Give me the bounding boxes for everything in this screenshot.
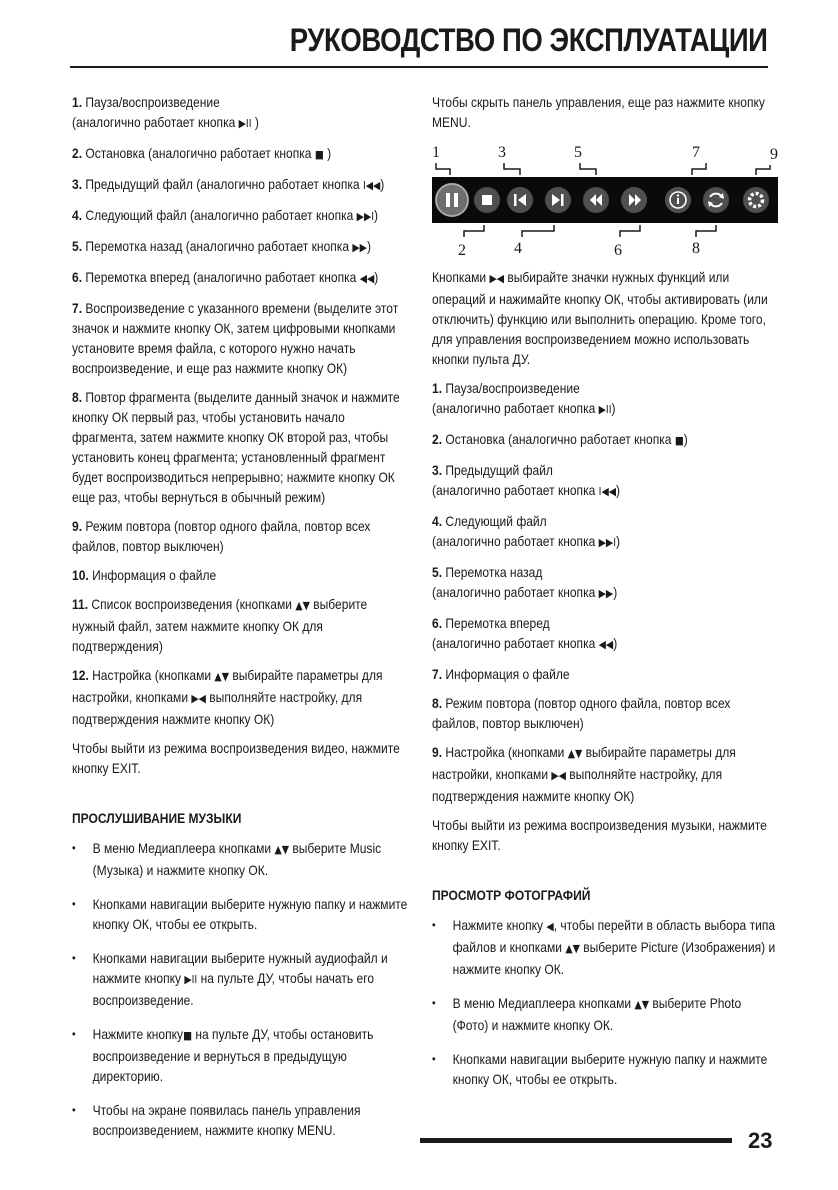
music-item-9: 9. Настройка (кнопками ▲▼ выбирайте параметры для настройки, кнопками ▶◀ выполняйте настройку, для подтверждения нажмите кнопку ОК) bbox=[432, 744, 736, 804]
forward-icon: ◀◀ bbox=[359, 272, 375, 285]
callout-label: 2 bbox=[458, 242, 466, 257]
rewind-icon[interactable] bbox=[583, 187, 609, 213]
list-item: • Нажмите кнопку■ на пульте ДУ, чтобы остановить воспроизведение и вернуться в предыдущую директорию. bbox=[72, 1024, 411, 1086]
repeat-icon[interactable] bbox=[703, 187, 729, 213]
video-item-6: 6. Перемотка вперед (аналогично работает кнопка ◀◀) bbox=[72, 269, 379, 285]
page-title: РУКОВОДСТВО ПО ЭКСПЛУАТАЦИИ bbox=[290, 22, 768, 58]
video-item-3: 3. Предыдущий файл (аналогично работает кнопка I◀◀) bbox=[72, 176, 385, 192]
forward-icon: ◀◀ bbox=[598, 638, 614, 651]
list-item: • В меню Медиаплеера кнопками ▲▼ выберите Music (Музыка) и нажмите кнопку ОК. bbox=[72, 838, 411, 880]
list-item: • В меню Медиаплеера кнопками ▲▼ выберите Photo (Фото) и нажмите кнопку ОК. bbox=[432, 993, 776, 1035]
control-bar-figure bbox=[430, 141, 782, 257]
play-pause-icon: ▶II bbox=[598, 403, 612, 416]
intro-text: Кнопками ▶◀ выбирайте значки нужных функций или операций и нажимайте кнопку ОК, чтобы активировать (или отключить) функцию или выполнить операцию. Кроме того, для управления воспроизведением можно использовать кнопки пульта ДУ. bbox=[432, 269, 768, 367]
music-bullets bbox=[72, 838, 411, 1140]
music-item-2: 2. Остановка (аналогично работает кнопка ■) bbox=[432, 431, 688, 447]
music-item-6: 6. Перемотка вперед (аналогично работает кнопка ◀◀) bbox=[432, 615, 618, 651]
music-item-7: 7. Информация о файле bbox=[432, 666, 570, 682]
music-item-3: 3. Предыдущий файл (аналогично работает кнопка I◀◀) bbox=[432, 462, 621, 498]
list-item: • Кнопками навигации выберите нужный аудиофайл и нажмите кнопку ▶II на пульте ДУ, чтобы начать его воспроизведение. bbox=[72, 948, 411, 1010]
callout-label: 9 bbox=[770, 146, 778, 163]
callout-label: 6 bbox=[614, 242, 622, 257]
rewind-icon: ▶▶ bbox=[598, 587, 614, 600]
pause-icon[interactable] bbox=[436, 184, 468, 216]
music-item-4: 4. Следующий файл (аналогично работает кнопка ▶▶I) bbox=[432, 513, 621, 549]
stop-icon: ■ bbox=[183, 1029, 193, 1042]
callout-label: 4 bbox=[514, 240, 522, 257]
video-item-10: 10. Информация о файле bbox=[72, 567, 217, 583]
callout-label: 5 bbox=[574, 144, 582, 161]
music-item-8: 8. Режим повтора (повтор одного файла, повтор всех файлов, повтор выключен) bbox=[432, 695, 731, 731]
up-down-icon: ▲▼ bbox=[214, 670, 229, 683]
up-down-icon: ▲▼ bbox=[634, 998, 650, 1011]
list-item: • Нажмите кнопку ◀, чтобы перейти в область выбора типа файлов и кнопками ▲▼ выберите Picture (Изображения) и нажмите кнопку ОК. bbox=[432, 915, 776, 979]
left-right-icon: ▶◀ bbox=[551, 769, 566, 782]
control-bar-diagram bbox=[430, 141, 782, 257]
list-item: • Чтобы на экране появилась панель управления воспроизведением, нажмите кнопку MENU. bbox=[72, 1100, 411, 1140]
stop-icon: ■ bbox=[674, 434, 684, 447]
title-rule bbox=[70, 66, 768, 68]
play-pause-icon: ▶II bbox=[184, 973, 198, 986]
control-buttons bbox=[436, 184, 769, 216]
up-down-icon: ▲▼ bbox=[295, 599, 310, 612]
left-right-icon: ▶◀ bbox=[489, 272, 505, 285]
stop-icon[interactable] bbox=[474, 187, 500, 213]
stop-icon: ■ bbox=[314, 148, 324, 161]
play-pause-icon: ▶II bbox=[238, 117, 252, 130]
forward-icon[interactable] bbox=[621, 187, 647, 213]
callout-label: 1 bbox=[432, 144, 440, 161]
right-column bbox=[432, 92, 777, 1103]
up-down-icon: ▲▼ bbox=[274, 843, 290, 856]
page-number: 23 bbox=[748, 1128, 773, 1153]
video-item-12: 12. Настройка (кнопками ▲▼ выбирайте параметры для настройки, кнопками ▶◀ выполняйте настройку, для подтверждения нажмите кнопку ОК) bbox=[72, 667, 383, 727]
photo-bullets bbox=[432, 915, 776, 1089]
music-heading: ПРОСЛУШИВАНИЕ МУЗЫКИ bbox=[72, 810, 242, 826]
previous-icon: I◀◀ bbox=[598, 485, 616, 498]
left-column bbox=[72, 92, 412, 1154]
callout-label: 7 bbox=[692, 144, 700, 161]
music-exit-text: Чтобы выйти из режима воспроизведения музыки, нажмите кнопку EXIT. bbox=[432, 817, 767, 853]
settings-icon[interactable] bbox=[743, 187, 769, 213]
video-item-4: 4. Следующий файл (аналогично работает кнопка ▶▶I) bbox=[72, 207, 379, 223]
list-item: • Кнопками навигации выберите нужную папку и нажмите кнопку ОК, чтобы ее открыть. bbox=[432, 1049, 776, 1089]
callout-label: 8 bbox=[692, 240, 700, 257]
music-item-1: 1. Пауза/воспроизведение (аналогично работает кнопка ▶II) bbox=[432, 380, 616, 416]
music-item-5: 5. Перемотка назад (аналогично работает кнопка ▶▶) bbox=[432, 564, 618, 600]
video-item-11: 11. Список воспроизведения (кнопками ▲▼ выберите нужный файл, затем нажмите кнопку ОК для подтверждения) bbox=[72, 596, 368, 654]
video-item-1: 1. Пауза/воспроизведение (аналогично работает кнопка ▶II ) bbox=[72, 94, 259, 130]
video-item-9: 9. Режим повтора (повтор одного файла, повтор всех файлов, повтор выключен) bbox=[72, 518, 371, 554]
photo-heading: ПРОСМОТР ФОТОГРАФИЙ bbox=[432, 887, 591, 903]
next-icon: ▶▶I bbox=[356, 210, 375, 223]
left-arrow-icon: ◀ bbox=[546, 920, 554, 933]
video-item-5: 5. Перемотка назад (аналогично работает кнопка ▶▶) bbox=[72, 238, 371, 254]
left-right-icon: ▶◀ bbox=[191, 692, 206, 705]
callout-label: 3 bbox=[498, 144, 506, 161]
video-item-7: 7. Воспроизведение с указанного времени (выделите этот значок и нажмите кнопку ОК, затем цифровыми кнопками установите время файла, с которого нужно начать воспроизведение, и еще раз нажмите кнопку ОК) bbox=[72, 300, 399, 376]
video-item-2: 2. Остановка (аналогично работает кнопка ■ ) bbox=[72, 145, 332, 161]
info-icon[interactable] bbox=[665, 187, 691, 213]
up-down-icon: ▲▼ bbox=[567, 747, 583, 760]
list-item: • Кнопками навигации выберите нужную папку и нажмите кнопку ОК, чтобы ее открыть. bbox=[72, 894, 411, 934]
next-icon: ▶▶I bbox=[598, 536, 616, 549]
video-exit-text: Чтобы выйти из режима воспроизведения видео, нажмите кнопку EXIT. bbox=[72, 740, 400, 776]
up-down-icon: ▲▼ bbox=[565, 942, 580, 955]
rewind-icon: ▶▶ bbox=[352, 241, 367, 254]
footer-bar bbox=[420, 1138, 732, 1143]
previous-icon[interactable] bbox=[507, 187, 533, 213]
next-icon[interactable] bbox=[545, 187, 571, 213]
previous-icon: I◀◀ bbox=[362, 179, 381, 192]
hide-panel-text: Чтобы скрыть панель управления, еще раз нажмите кнопку MENU. bbox=[432, 94, 765, 130]
video-item-8: 8. Повтор фрагмента (выделите данный значок и нажмите кнопку ОК первый раз, чтобы установить начало фрагмента, затем нажмите кнопку ОК второй раз, чтобы установить конец фрагмента; установленный фрагмент будет воспроизводиться непрерывно; нажмите кнопку ОК еще раз, чтобы вернуться в обычный режим) bbox=[72, 389, 400, 505]
